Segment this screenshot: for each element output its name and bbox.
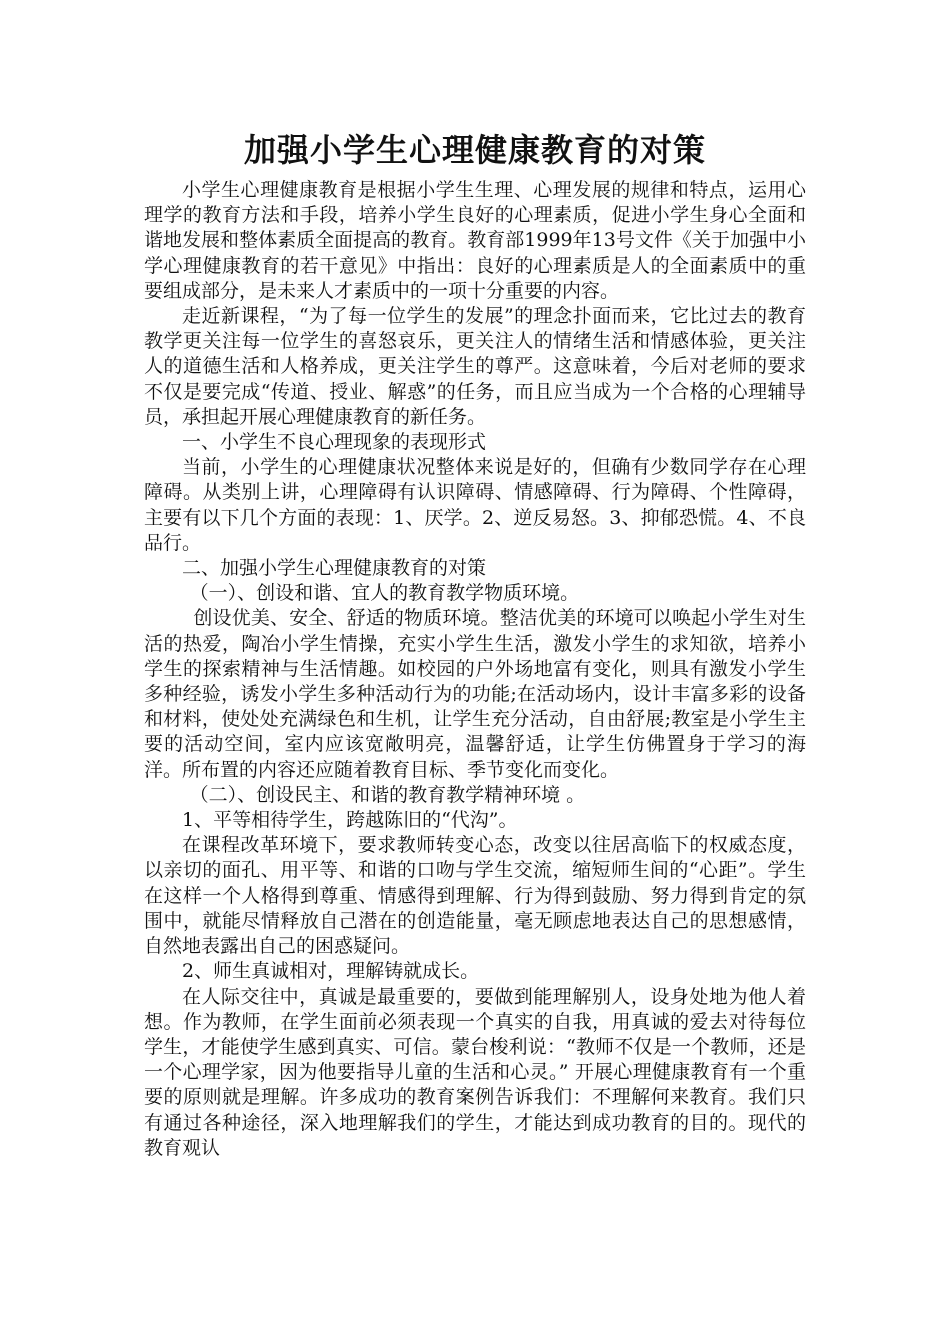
paragraph-sincerity: 在人际交往中，真诚是最重要的，要做到能理解别人，设身处地为他人着想。作为教师，在学生面前必须表现一个真实的自我，用真诚的爱去对待每位学生，才能使学生感到真实、可信。蒙台梭利说：“教师不仅是一个教师，还是一个心理学家，因为他要指导儿童的生活和心灵。” 开展心理健康教育有一个重要的原则就是理解。许多成功的教育案例告诉我们：不理解何来教育。我们只有通过各种途径，深入地理解我们的学生，才能达到成功教育的目的。现代的教育观认 xyxy=(144,985,806,1159)
paragraph-current-status: 当前，小学生的心理健康状况整体来说是好的，但确有少数同学存在心理障碍。从类别上讲，心理障碍有认识障碍、情感障碍、行为障碍、个性障碍，主要有以下几个方面的表现：1、厌学。2、逆反易怒。3、抑郁恐慌。4、不良品行。 xyxy=(144,456,806,554)
section-heading-1: 一、小学生不良心理现象的表现形式 xyxy=(182,431,487,454)
point-heading-2: 2、师生真诚相对，理解铸就成长。 xyxy=(182,960,480,983)
document-page xyxy=(144,128,806,1161)
paragraph-new-curriculum: 走近新课程，“为了每一位学生的发展”的理念扑面而来，它比过去的教育教学更关注每一位学生的喜怒哀乐，更关注人的情绪生活和情感体验，更关注人的道德生活和人格养成，更关注学生的尊严。这意味着，今后对老师的要求不仅是要完成“传道、授业、解惑”的任务，而且应当成为一个合格的心理辅导员，承担起开展心理健康教育的新任务。 xyxy=(144,305,806,428)
subsection-heading-1: （一）、创设和谐、宜人的教育教学物质环境。 xyxy=(189,582,580,605)
section-heading-2: 二、加强小学生心理健康教育的对策 xyxy=(182,557,487,580)
point-heading-1: 1、平等相待学生，跨越陈旧的“代沟”。 xyxy=(182,809,518,832)
document-title: 加强小学生心理健康教育的对策 xyxy=(243,131,706,169)
paragraph-physical-environment: 创设优美、安全、舒适的物质环境。整洁优美的环境可以唤起小学生对生活的热爱，陶冶小学生情操，充实小学生生活，激发小学生的求知欲，培养小学生的探索精神与生活情趣。如校园的户外场地富有变化，则具有激发小学生多种经验，诱发小学生多种活动行为的功能;在活动场内，设计丰富多彩的设备和材料，使处处充满绿色和生机，让学生充分活动，自由舒展;教室是小学生主要的活动空间，室内应该宽敞明亮，温馨舒适，让学生仿佛置身于学习的海洋。所布置的内容还应随着教育目标、季节变化而变化。 xyxy=(144,607,806,781)
paragraph-intro: 小学生心理健康教育是根据小学生生理、心理发展的规律和特点，运用心理学的教育方法和手段，培养小学生良好的心理素质，促进小学生身心全面和谐地发展和整体素质全面提高的教育。教育部1999年13号文件《关于加强中小学心理健康教育的若干意见》中指出：良好的心理素质是人的全面素质中的重要组成部分，是未来人才素质中的一项十分重要的内容。 xyxy=(144,179,806,302)
subsection-heading-2: （二）、创设民主、和谐的教育教学精神环境 。 xyxy=(189,783,586,806)
paragraph-equal-treatment: 在课程改革环境下，要求教师转变心态，改变以往居高临下的权威态度，以亲切的面孔、用平等、和谐的口吻与学生交流，缩短师生间的“心距”。学生在这样一个人格得到尊重、情感得到理解、行为得到鼓励、努力得到肯定的氛围中，就能尽情释放自己潜在的创造能量，毫无顾虑地表达自己的思想感情，自然地表露出自己的困惑疑问。 xyxy=(144,834,806,958)
